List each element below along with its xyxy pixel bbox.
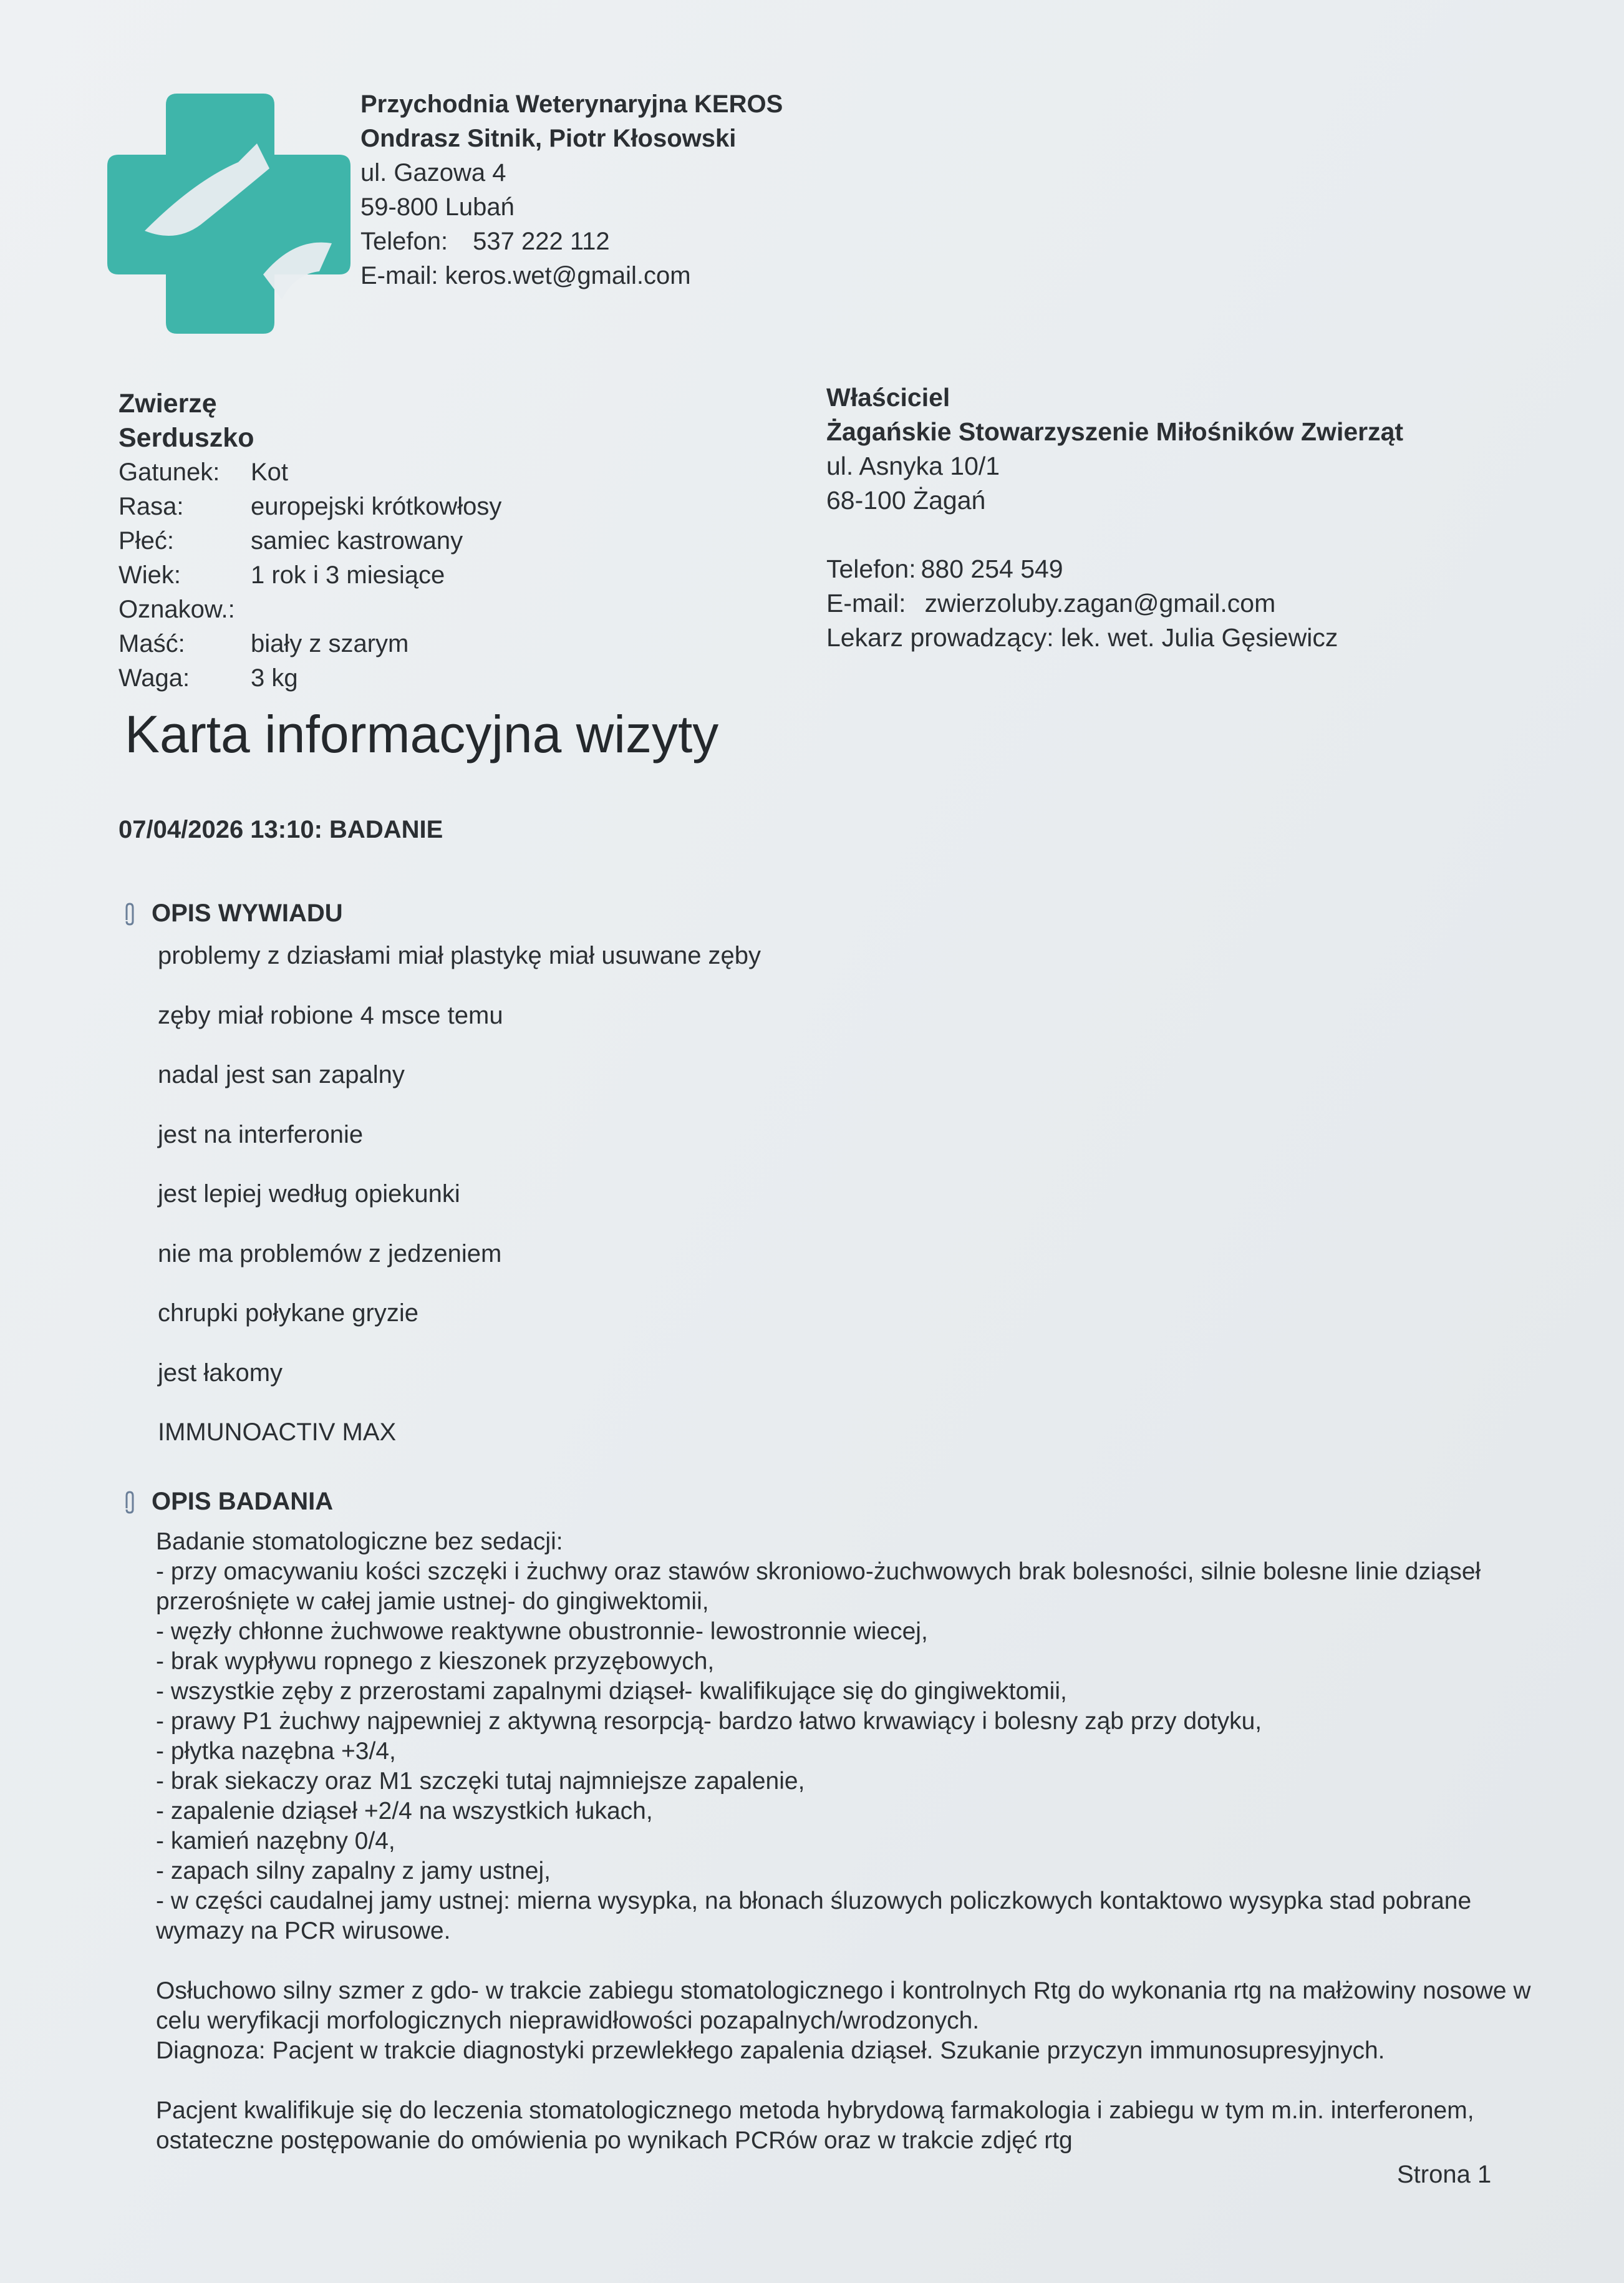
animal-field xyxy=(118,558,501,593)
field-label: Gatunek: xyxy=(118,458,220,486)
exam-line: - węzły chłonne żuchwowe reaktywne obustronnie- lewostronnie wiecej, xyxy=(156,1618,928,1645)
field-value: 3 kg xyxy=(251,664,298,692)
clinic-name: Przychodnia Weterynaryjna KEROS xyxy=(360,90,783,118)
field-label: Waga: xyxy=(118,664,190,692)
animal-field xyxy=(118,593,501,627)
owner-phone-value: 880 254 549 xyxy=(921,555,1063,583)
exam-line: - wszystkie zęby z przerostami zapalnymi dziąseł- kwalifikujące się do gingiwektomii, xyxy=(156,1678,1067,1705)
interview-line: IMMUNOACTIV MAX xyxy=(158,1418,397,1446)
interview-line: nie ma problemów z jedzeniem xyxy=(158,1239,502,1268)
exam-line: - przy omacywaniu kości szczęki i żuchwy oraz stawów skroniowo-żuchwowych brak bolesności, silnie bolesne linie dziąseł przerośnięte w całej jamie ustnej- do gingiwektomii, xyxy=(156,1558,1481,1615)
visit-header: 07/04/2026 13:10: BADANIE xyxy=(118,816,443,843)
clinic-phone xyxy=(360,225,783,259)
clinic-street: ul. Gazowa 4 xyxy=(360,159,506,187)
animal-field xyxy=(118,627,501,661)
attending-doctor: Lekarz prowadzący: lek. wet. Julia Gęsiewicz xyxy=(826,623,1338,652)
exam-description xyxy=(156,1527,1547,2156)
exam-spacer xyxy=(156,2066,1547,2096)
animal-field xyxy=(118,490,501,524)
owner-name: Żagańskie Stowarzyszenie Miłośników Zwierząt xyxy=(826,417,1404,446)
exam-line: - kamień nazębny 0/4, xyxy=(156,1828,395,1854)
interview-line: jest lepiej według opiekunki xyxy=(158,1180,460,1208)
owner-email-value: zwierzoluby.zagan@gmail.com xyxy=(924,589,1276,618)
exam-line: Pacjent kwalifikuje się do leczenia stomatologicznego metoda hybrydową farmakologia i zabiegu w tym m.in. interferonem, ostateczne postępowanie do omówienia po wynikach PCRów oraz w trakcie zdjęć rtg xyxy=(156,2097,1474,2154)
field-label: Płeć: xyxy=(118,527,174,555)
exam-line: - brak siekaczy oraz M1 szczęki tutaj najmniejsze zapalenie, xyxy=(156,1768,805,1795)
interview-line: chrupki połykane gryzie xyxy=(158,1299,418,1327)
exam-line: - zapach silny zapalny z jamy ustnej, xyxy=(156,1858,551,1884)
interview-heading: OPIS WYWIADU xyxy=(152,899,343,927)
clinic-doctors: Ondrasz Sitnik, Piotr Kłosowski xyxy=(360,125,737,152)
document-title: Karta informacyjna wizyty xyxy=(125,705,719,763)
owner-heading: Właściciel xyxy=(826,383,950,412)
field-label: Rasa: xyxy=(118,493,184,520)
page-number: Strona 1 xyxy=(1397,2161,1492,2188)
paperclip-icon xyxy=(122,1490,138,1515)
animal-field xyxy=(118,455,501,490)
owner-phone-label: Telefon: xyxy=(826,555,916,583)
clinic-email: E-mail: keros.wet@gmail.com xyxy=(360,262,691,289)
exam-line: - brak wypływu ropnego z kieszonek przyzębowych, xyxy=(156,1648,715,1675)
owner-email-label: E-mail: xyxy=(826,589,906,618)
field-value: biały z szarym xyxy=(251,630,409,657)
animal-section xyxy=(118,387,501,696)
exam-line: Osłuchowo silny szmer z gdo- w trakcie zabiegu stomatologicznego i kontrolnych Rtg do wykonania rtg na małżowiny nosowe w celu weryfikacji morfologicznych nieprawidłowości pozapalnych/wrodzonych. xyxy=(156,1977,1531,2034)
field-label: Oznakow.: xyxy=(118,596,235,623)
clinic-phone-label: Telefon: xyxy=(360,228,448,255)
exam-line: - prawy P1 żuchwy najpewniej z aktywną resorpcją- bardzo łatwo krwawiący i bolesny ząb przy dotyku, xyxy=(156,1708,1262,1735)
exam-heading: OPIS BADANIA xyxy=(152,1488,334,1515)
owner-section xyxy=(826,380,1403,655)
field-value: 1 rok i 3 miesiące xyxy=(251,561,445,589)
clinic-phone-value: 537 222 112 xyxy=(473,228,610,255)
interview-line: jest łakomy xyxy=(158,1359,283,1387)
field-value: Kot xyxy=(251,458,289,486)
paperclip-icon xyxy=(122,901,138,926)
exam-heading-row xyxy=(122,1488,333,1516)
exam-line: - w części caudalnej jamy ustnej: mierna wysypka, na błonach śluzowych policzkowych kontaktowo wysypka stad pobrane wymazy na PCR wirusowe. xyxy=(156,1888,1472,1944)
clinic-city: 59-800 Lubań xyxy=(360,193,515,221)
exam-line: - zapalenie dziąseł +2/4 na wszystkich łukach, xyxy=(156,1798,653,1825)
clinic-logo xyxy=(107,94,350,334)
interview-list xyxy=(158,939,761,1475)
field-value: europejski krótkowłosy xyxy=(251,493,502,520)
field-label: Maść: xyxy=(118,630,185,657)
interview-line: jest na interferonie xyxy=(158,1120,364,1148)
animal-field xyxy=(118,661,501,696)
owner-spacer xyxy=(826,518,1403,552)
interview-line: zęby miał robione 4 msce temu xyxy=(158,1001,503,1029)
field-value: samiec kastrowany xyxy=(251,527,463,555)
exam-spacer xyxy=(156,1946,1547,1976)
clinic-header xyxy=(360,87,783,293)
owner-street: ul. Asnyka 10/1 xyxy=(826,452,1000,480)
animal-heading: Zwierzę xyxy=(118,389,217,419)
owner-phone xyxy=(826,552,1403,586)
interview-heading-row xyxy=(122,899,343,928)
interview-line: problemy z dziasłami miał plastykę miał usuwane zęby xyxy=(158,942,761,969)
animal-field xyxy=(118,524,501,558)
field-label: Wiek: xyxy=(118,561,181,589)
animal-name: Serduszko xyxy=(118,423,254,453)
owner-email xyxy=(826,586,1403,621)
owner-city: 68-100 Żagań xyxy=(826,486,986,515)
interview-line: nadal jest san zapalny xyxy=(158,1061,405,1088)
exam-line: - płytka nazębna +3/4, xyxy=(156,1738,396,1765)
exam-line: Badanie stomatologiczne bez sedacji: xyxy=(156,1528,563,1555)
exam-line: Diagnoza: Pacjent w trakcie diagnostyki przewlekłego zapalenia dziąseł. Szukanie przyczyn immunosupresyjnych. xyxy=(156,2037,1385,2064)
